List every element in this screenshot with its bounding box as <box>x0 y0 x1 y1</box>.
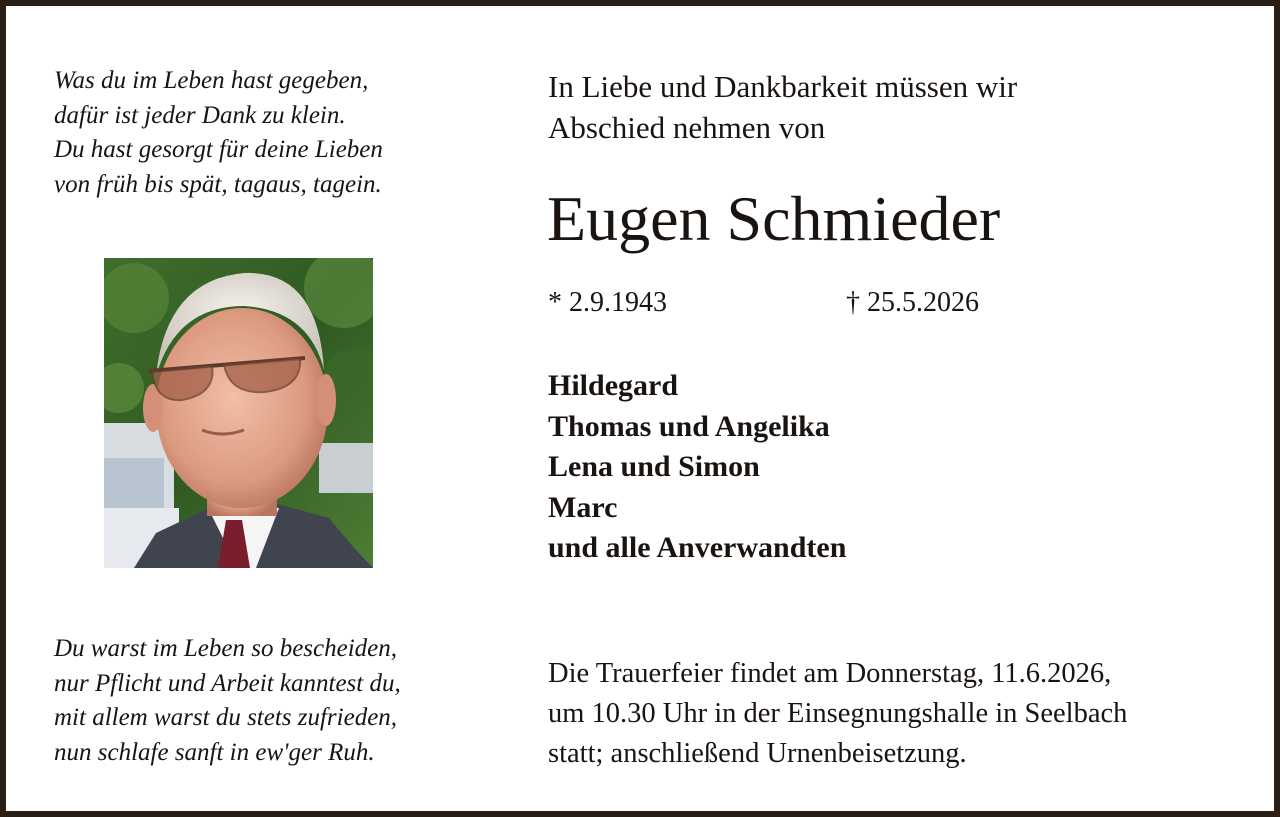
poem-bottom <box>54 632 401 770</box>
family-member: und alle Anverwandten <box>548 531 847 564</box>
intro-text <box>548 66 1017 148</box>
funeral-service-info <box>548 654 1127 774</box>
service-line: statt; anschließend Urnenbeisetzung. <box>548 738 967 769</box>
family-member: Lena und Simon <box>548 450 760 483</box>
poem-line: Was du im Leben hast gegeben, <box>54 67 369 94</box>
poem-line: mit allem warst du stets zufrieden, <box>54 704 398 731</box>
family-member: Thomas und Angelika <box>548 409 830 443</box>
family-member: Hildegard <box>548 369 679 402</box>
death-date: † 25.5.2026 <box>846 287 979 318</box>
poem-line: nur Pflicht und Arbeit kanntest du, <box>54 669 401 697</box>
intro-line: Abschied nehmen von <box>548 110 826 145</box>
birth-date: * 2.9.1943 <box>548 287 667 318</box>
service-line: Die Trauerfeier findet am Donnerstag, 11.6.2026, <box>548 658 1112 689</box>
portrait-photo <box>104 258 373 568</box>
poem-line: dafür ist jeder Dank zu klein. <box>54 101 346 129</box>
intro-line: In Liebe und Dankbarkeit müssen wir <box>548 69 1018 104</box>
poem-line: nun schlafe sanft in ew'ger Ruh. <box>54 738 375 766</box>
family-list <box>548 366 846 569</box>
family-member: Marc <box>548 490 618 524</box>
service-line: um 10.30 Uhr in der Einsegnungshalle in Seelbach <box>548 698 1128 729</box>
deceased-name: Eugen Schmieder <box>547 183 1001 254</box>
poem-line: Du hast gesorgt für deine Lieben <box>54 136 383 163</box>
poem-line: von früh bis spät, tagaus, tagein. <box>54 170 382 198</box>
poem-top <box>54 64 383 202</box>
poem-line: Du warst im Leben so bescheiden, <box>54 635 398 662</box>
